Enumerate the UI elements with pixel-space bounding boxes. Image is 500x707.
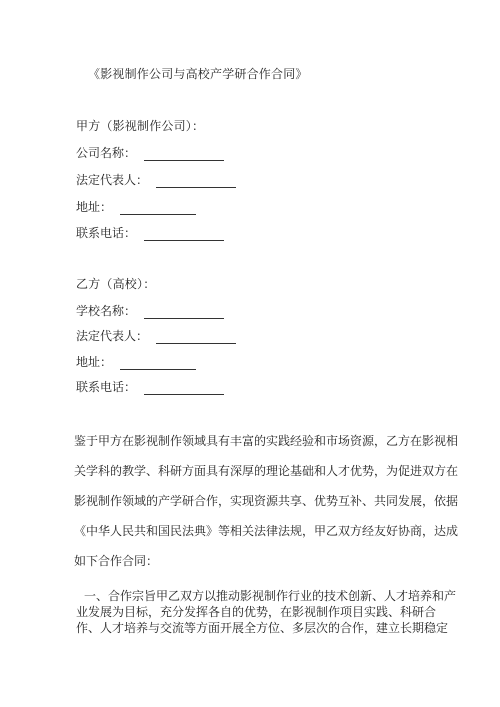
party-b-school-name-label: 学校名称： [76, 304, 137, 318]
preamble-line: 影视制作领域的产学研合作，实现资源共享、优势互补、共同发展，依据 [74, 494, 459, 508]
section-1-paragraph [76, 588, 457, 636]
document-title: 《影视制作公司与高校产学研合作合同》 [88, 67, 308, 81]
party-b-school-name-blank [144, 306, 224, 319]
preamble-line: 鉴于甲方在影视制作领域具有丰富的实践经验和市场资源，乙方在影视相 [74, 434, 459, 448]
party-a-legal-rep-field [76, 172, 236, 188]
party-a-address-blank [120, 202, 196, 215]
party-a-heading: 甲方（影视制作公司）： [76, 119, 205, 133]
preamble-paragraph [74, 426, 459, 576]
party-a-phone-blank [144, 228, 224, 241]
party-b-heading: 乙方（高校）： [76, 277, 156, 291]
section-1-line: 作、人才培养与交流等方面开展全方位、多层次的合作，建立长期稳定 [76, 621, 449, 635]
party-b-legal-rep-blank [156, 331, 236, 344]
party-b-phone-blank [144, 382, 224, 395]
party-a-legal-rep-label: 法定代表人： [76, 173, 149, 187]
party-a-phone-field [76, 225, 224, 241]
party-b-legal-rep-field [76, 328, 236, 344]
preamble-line: 《中华人民共和国民法典》等相关法律法规，甲乙双方经友好协商，达成 [74, 524, 459, 538]
party-a-company-name-blank [144, 148, 224, 161]
party-a-address-field [76, 199, 196, 215]
section-1-line: 一、合作宗旨甲乙双方以推动影视制作行业的技术创新、人才培养和产 [84, 589, 457, 603]
party-a-address-label: 地址： [76, 200, 113, 214]
preamble-line: 如下合作合同： [74, 554, 159, 568]
party-a-company-name-field [76, 145, 224, 161]
party-a-legal-rep-blank [156, 175, 236, 188]
section-1-line: 业发展为目标，充分发挥各自的优势，在影视制作项目实践、科研合 [76, 605, 437, 619]
party-b-phone-field [76, 379, 224, 395]
party-a-company-name-label: 公司名称： [76, 146, 137, 160]
party-b-legal-rep-label: 法定代表人： [76, 329, 149, 343]
party-b-address-blank [120, 357, 196, 370]
party-b-school-name-field [76, 303, 224, 319]
party-a-phone-label: 联系电话： [76, 226, 137, 240]
party-b-address-field [76, 354, 196, 370]
preamble-line: 关学科的教学、科研方面具有深厚的理论基础和人才优势，为促进双方在 [74, 464, 459, 478]
party-b-address-label: 地址： [76, 355, 113, 369]
party-b-phone-label: 联系电话： [76, 380, 137, 394]
